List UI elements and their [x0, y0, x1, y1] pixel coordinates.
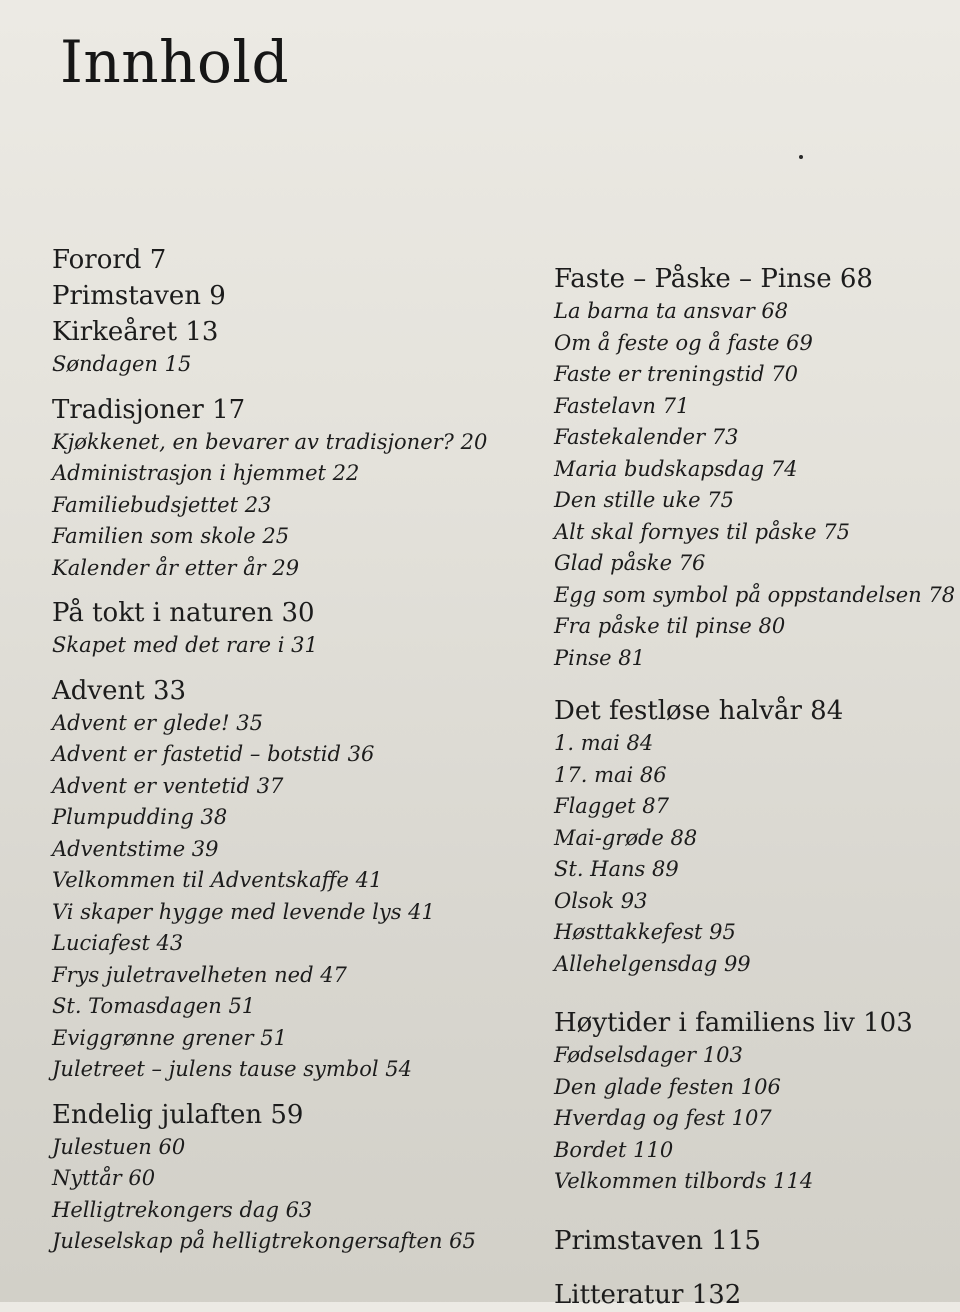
toc-heading: Advent 33 [52, 675, 187, 706]
toc-heading: Litteratur 132 [554, 1279, 742, 1310]
toc-entry: Mai-grøde 88 [554, 825, 698, 850]
toc-heading: Endelig julaften 59 [52, 1099, 304, 1130]
toc-entry: Nyttår 60 [52, 1166, 156, 1190]
toc-entry: Adventstime 39 [52, 836, 219, 861]
toc-entry: Den glade festen 106 [554, 1074, 781, 1099]
toc-entry: Maria budskapsdag 74 [554, 456, 798, 481]
toc-entry: Allehelgensdag 99 [554, 951, 751, 976]
toc-entry: Søndagen 15 [52, 352, 192, 376]
toc-entry: Kjøkkenet, en bevarer av tradisjoner? 20 [52, 429, 488, 454]
toc-entry: La barna ta ansvar 68 [554, 299, 789, 323]
toc-entry: Velkommen tilbords 114 [554, 1169, 814, 1193]
toc-entry: Advent er glede! 35 [52, 710, 263, 735]
toc-heading: Tradisjoner 17 [52, 394, 246, 425]
toc-entry: Eviggrønne grener 51 [52, 1025, 287, 1050]
toc-entry: Egg som symbol på oppstandelsen 78 [554, 582, 956, 607]
page-speck [799, 155, 803, 159]
toc-heading: Høytider i familiens liv 103 [554, 1008, 913, 1038]
toc-entry: Den stille uke 75 [554, 488, 735, 512]
toc-entry: Familien som skole 25 [52, 524, 290, 548]
toc-entry: Juletreet – julens tause symbol 54 [52, 1057, 412, 1081]
toc-entry: Glad påske 76 [554, 551, 706, 575]
toc-heading: Faste – Påske – Pinse 68 [554, 264, 873, 294]
toc-entry: Juleselskap på helligtrekongersaften 65 [52, 1229, 476, 1253]
toc-entry: Skapet med det rare i 31 [52, 633, 318, 657]
toc-entry: Bordet 110 [554, 1137, 674, 1162]
toc-heading: Primstaven 115 [554, 1225, 761, 1256]
toc-entry: Advent er ventetid 37 [52, 773, 284, 798]
toc-entry: 17. mai 86 [554, 762, 667, 787]
page-title: Innhold [60, 28, 290, 96]
toc-entry: Administrasjon i hjemmet 22 [52, 461, 360, 485]
toc-heading: Det festløse halvår 84 [554, 696, 844, 726]
toc-entry: St. Tomasdagen 51 [52, 994, 256, 1018]
toc-left-column [52, 243, 492, 1258]
toc-entry: Faste er treningstid 70 [554, 362, 799, 386]
toc-heading: På tokt i naturen 30 [52, 598, 315, 628]
toc-entry: Fastelavn 71 [554, 393, 690, 418]
toc-heading: Primstaven 9 [52, 281, 226, 311]
toc-entry: Om å feste og å faste 69 [554, 330, 813, 355]
toc-entry: Fra påske til pinse 80 [554, 614, 786, 638]
toc-heading: Kirkeåret 13 [52, 317, 219, 347]
toc-entry: Olsok 93 [554, 888, 648, 913]
toc-entry: Vi skaper hygge med levende lys 41 [52, 899, 435, 924]
toc-entry: Julestuen 60 [52, 1134, 186, 1159]
toc-entry: Høsttakkefest 95 [554, 920, 736, 944]
toc-entry: St. Hans 89 [554, 857, 679, 881]
toc-entry: Flagget 87 [554, 794, 669, 818]
toc-entry: Plumpudding 38 [52, 805, 228, 829]
toc-entry: Pinse 81 [554, 645, 645, 670]
toc-entry: 1. mai 84 [554, 731, 654, 755]
toc-entry: Velkommen til Adventskaffe 41 [52, 868, 383, 892]
toc-entry: Frys juletravelheten ned 47 [52, 962, 347, 987]
toc-entry: Hverdag og fest 107 [554, 1106, 772, 1130]
toc-heading: Forord 7 [52, 245, 167, 275]
toc-entry: Helligtrekongers dag 63 [52, 1197, 313, 1222]
toc-entry: Fødselsdager 103 [554, 1043, 743, 1067]
toc-entry: Luciafest 43 [52, 931, 184, 955]
toc-entry: Kalender år etter år 29 [52, 555, 300, 580]
toc-entry: Familiebudsjettet 23 [52, 492, 272, 517]
toc-entry: Alt skal fornyes til påske 75 [554, 519, 850, 544]
toc-entry: Advent er fastetid – botstid 36 [52, 742, 375, 766]
toc-entry: Fastekalender 73 [554, 425, 739, 449]
toc-right-column [554, 262, 954, 1312]
